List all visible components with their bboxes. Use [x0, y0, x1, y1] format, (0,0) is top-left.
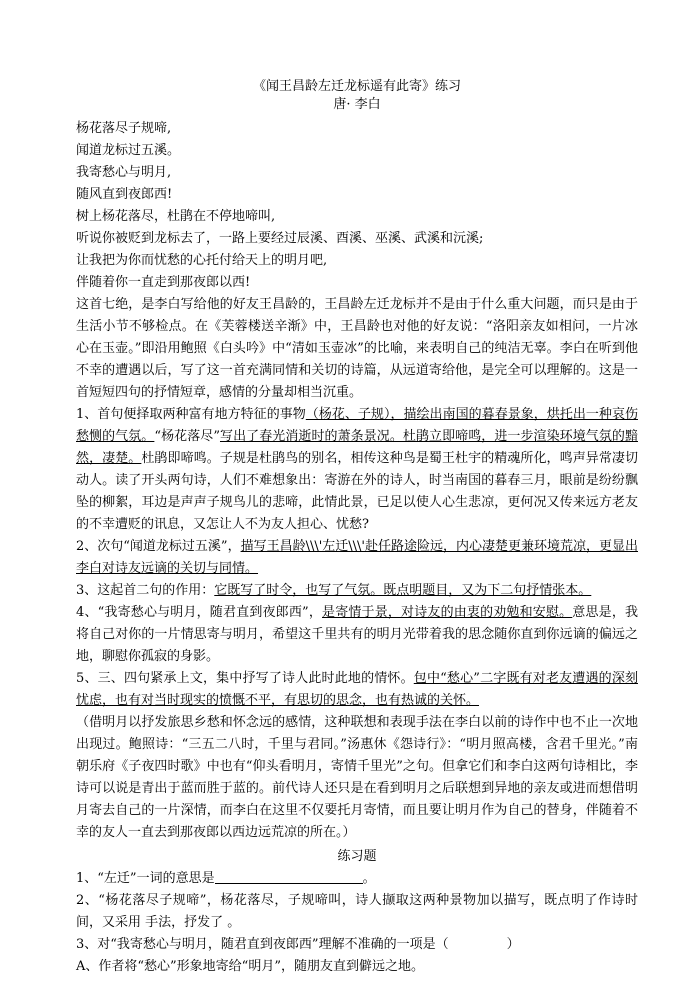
translation-line: 树上杨花落尽，杜鹃在不停地啼叫,	[76, 209, 276, 224]
question-3-option-a: A、作者将“愁心”形象地寄给“明月”，随朋友直到僻远之地。	[76, 959, 424, 974]
point-1-lead: 1、首句便择取两种富有地方特征的事物	[76, 407, 306, 422]
translation-line: 伴随着你一直走到那夜郎以西!	[76, 275, 251, 290]
question-3-end: ）	[506, 937, 520, 952]
point-5-lead: 5、三、四句紧承上文，集中抒写了诗人此时此地的情怀。	[76, 671, 414, 686]
poem-line: 杨花落尽子规啼,	[76, 121, 172, 136]
poem-section	[76, 118, 638, 294]
poem-line: 随风直到夜郎西!	[76, 187, 173, 202]
point-2-underlined: 描写王昌龄\\\'左迁\\\'赴任路途险远，内心凄楚更兼环境荒凉，更显出李白对诗友远谪的关切与同情。	[76, 539, 639, 576]
document-title: 《闻王昌龄左迁龙标遥有此寄》练习	[252, 79, 461, 94]
note-paragraph: （借明月以抒发旅思乡愁和怀念远的感情，这种联想和表现手法在李白以前的诗作中也不止一次地出现过。鲍照诗：“三五二八时，千里与君同。”汤惠休《怨诗行》：“明月照高楼，含君千里光。”南朝乐府《子夜四时歌》中也有“仰头看明月，寄情千里光”之句。但拿它们和李白这两句诗相比，李诗可以说是青出于蓝而胜于蓝的。前代诗人还只是在看到明月之后联想到异地的亲友或进而想借明月寄去自己的一片深情，而李白在这里不仅要托月寄情，而且要让明月作为自己的替身，伴随着不幸的友人一直去到那夜郎以西边远荒凉的所在。）	[76, 715, 638, 840]
point-4-underlined: 是寄情于景，对诗友的由衷的劝勉和安慰。	[322, 605, 573, 620]
exercise-heading: 练习题	[337, 849, 377, 864]
question-3	[76, 934, 638, 956]
poem-line: 闻道龙标过五溪。	[76, 143, 181, 158]
poem-line: 我寄愁心与明月,	[76, 165, 172, 180]
point-3-lead: 3、这起首二句的作用：	[76, 583, 215, 598]
point-1-underlined: （杨花、子规），描绘出南国的暮春景象，烘托出一种哀伤愁恻的气氛。	[76, 407, 638, 444]
point-2-lead: 2、次句“闻道龙标过五溪”，	[76, 539, 241, 554]
point-4-rest: 意思是，我将自己对你的一片情思寄与明月，希望这千里共有的明月光带着我的思念随你直到你远谪的偏远之地，聊慰你孤寂的身影。	[76, 605, 638, 664]
question-1-end: 。	[362, 871, 376, 886]
analysis-point-2	[76, 536, 638, 580]
analysis-point-1	[76, 404, 638, 536]
question-1-text: 1、“左迁”一词的意思是	[76, 871, 215, 886]
question-3-text: 3、对“我寄愁心与明月，随君直到夜郎西”理解不准确的一项是（	[76, 937, 449, 952]
exercise-section	[76, 868, 638, 978]
point-1-rest: 杜鹃即啼鸣。子规是杜鹃鸟的别名，相传这种鸟是蜀王杜宇的精魂所化，鸣声异常凄切动人。读了开头两句诗，人们不难想象出：寄游在外的诗人，时当南国的暮春三月，眼前是纷纷飘坠的柳絮，耳边是声声子规鸟儿的悲啼，此情此景，已足以使人心生悲凉，更何况又传来远方老友的不幸遭贬的讯息，又怎让人不为友人担心、忧愁?	[76, 451, 638, 532]
translation-line: 让我把为你而忧愁的心托付给天上的明月吧,	[76, 253, 328, 268]
point-5-underlined: 包中“愁心”二字既有对老友遭遇的深刻忧虑，也有对当时现实的愤慨不平，有思切的思念，也有热诚的关怀。	[76, 671, 638, 708]
answer-blank[interactable]	[215, 869, 363, 884]
analysis-section	[76, 294, 638, 844]
intro-paragraph: 这首七绝，是李白写给他的好友王昌龄的，王昌龄左迁龙标并不是由于什么重大问题，而只是由于生活小节不够检点。在《芙蓉楼送辛渐》中，王昌龄也对他的好友说：“洛阳亲友如相问，一片冰心在玉壶。”即沿用鲍照《白头吟》中“清如玉壶冰”的比喻，来表明自己的纯洁无辜。李白在听到他不幸的遭遇以后，写了这一首充满同情和关切的诗篇，从远道寄给他，是完全可以理解的。这是一首短短四句的抒情短章，感情的分量却相当沉重。	[76, 297, 638, 400]
point-4-lead: 4、“我寄愁心与明月，随君直到夜郎西”，	[76, 605, 323, 620]
point-1-quote: “杨花落尽”	[154, 429, 220, 444]
analysis-point-3	[76, 580, 638, 602]
translation-line: 听说你被贬到龙标去了，一路上要经过辰溪、酉溪、巫溪、武溪和沅溪;	[76, 231, 484, 246]
question-1	[76, 868, 638, 890]
question-2: 2、“杨花落尽子规啼”，杨花落尽，子规啼叫，诗人撷取这两种景物加以描写，既点明了作诗时间，又采用 手法，抒发了 。	[76, 893, 638, 930]
analysis-point-5	[76, 668, 638, 712]
point-3-underlined: 它既写了时令，也写了气氛。既点明题目，又为下二句抒情张本。	[214, 583, 592, 598]
point-1-underlined-2: 写出了春光消逝时的萧条景况。杜鹃立即啼鸣，进一步渲染环境气氛的黯然，凄楚。	[76, 429, 638, 466]
analysis-point-4	[76, 602, 638, 668]
author-line: 唐· 李白	[333, 97, 381, 112]
